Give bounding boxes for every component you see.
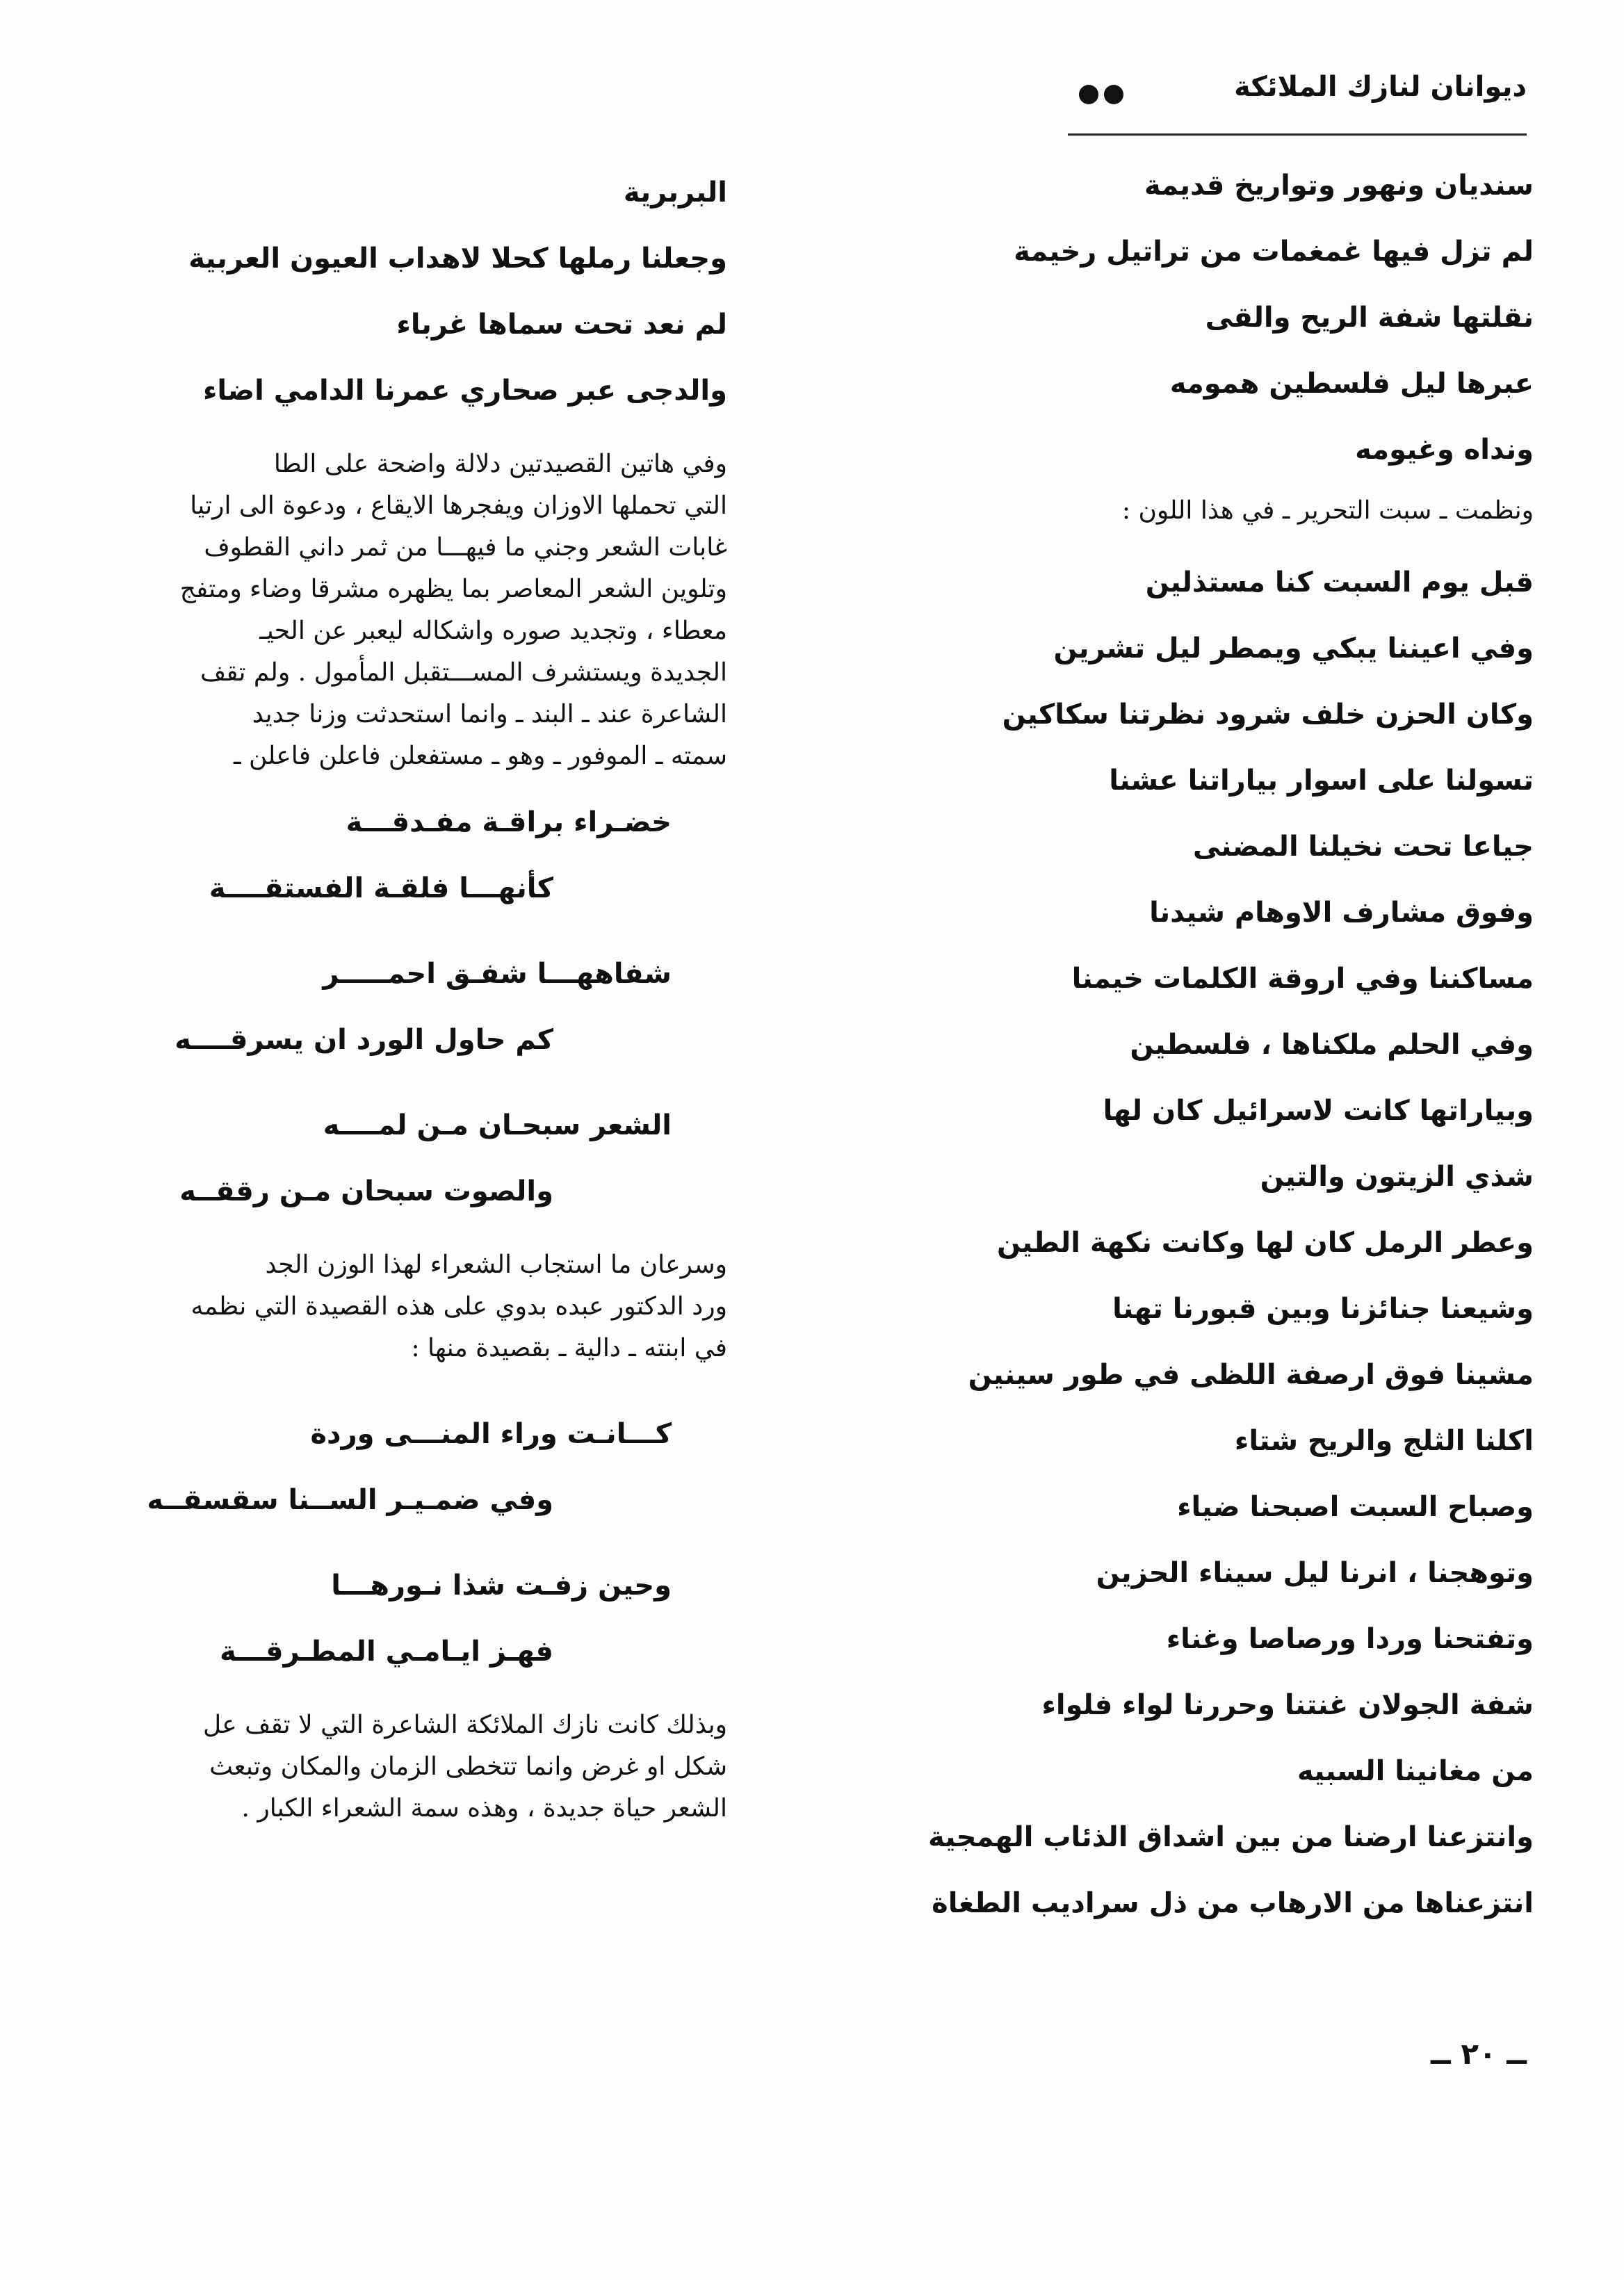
- book-title: ديوانان لنازك الملائكة: [1234, 71, 1527, 103]
- verse-line: ونداه وغيومه: [1355, 434, 1534, 466]
- verse-line: والصوت سبحان مـن رققــه: [179, 1175, 553, 1207]
- prose-line: شكل او غرض وانما تتخطى الزمان والمكان وتبعث: [209, 1752, 727, 1781]
- verse-line: مشينا فوق ارصفة اللظى في طور سينين: [968, 1359, 1534, 1391]
- running-header: [1068, 67, 1527, 136]
- right-column: [804, 153, 1534, 1937]
- verse-line: الشعر سبحـان مـن لمــــه: [323, 1109, 672, 1141]
- intro-text: ونظمت ـ سبت التحرير ـ في هذا اللون :: [1121, 496, 1534, 525]
- verse-line: وتوهجنا ، انرنا ليل سيناء الحزين: [1096, 1557, 1534, 1589]
- prose-line: وسرعان ما استجاب الشعراء لهذا الوزن الجد: [265, 1251, 727, 1279]
- prose-line: الجديدة ويستشرف المســـتقبل المأمول . ولم تقف: [200, 658, 727, 687]
- header-ornament-icon: [1068, 85, 1123, 113]
- verse-line: وشيعنا جنائزنا وبين قبورنا تهنا: [1112, 1293, 1534, 1325]
- verse-line: كم حاول الورد ان يسرقــــه: [174, 1024, 553, 1056]
- verse-line: وجعلنا رملها كحلا لاهداب العيون العربية: [188, 243, 727, 275]
- verse-line: وكان الحزن خلف شرود نظرتنا سكاكين: [1002, 699, 1534, 731]
- verse-line: شفاههـــا شفـق احمـــــر: [323, 958, 672, 990]
- prose-line: وفي هاتين القصيدتين دلالة واضحة على الطا: [273, 450, 727, 478]
- prose-line: معطاء ، وتجديد صوره واشكاله ليعبر عن الحيـ: [259, 617, 727, 645]
- prose-paragraph: [67, 443, 727, 777]
- prose-line: غابات الشعر وجني ما فيهـــا من ثمر داني القطوف: [204, 533, 727, 562]
- verse-line: نقلتها شفة الريح والقى: [1205, 302, 1534, 334]
- verse-line: شذي الزيتون والتين: [1260, 1161, 1534, 1193]
- left-column: [67, 160, 727, 1842]
- verse-line: كأنهـــا فلقـة الفستقــــة: [209, 872, 553, 904]
- verse-line: وفي ضمـيـر الســنا سقسقــه: [147, 1484, 553, 1516]
- prose-line: وتلوين الشعر المعاصر بما يظهره مشرقا وضاء ومتفج: [179, 575, 727, 603]
- prose-line: وبذلك كانت نازك الملائكة الشاعرة التي لا تقف عل: [202, 1711, 727, 1739]
- verse-line: فهـز ايـامـي المطـرقـــة: [220, 1636, 553, 1668]
- verse-line: وفوق مشارف الاوهام شيدنا: [1149, 897, 1534, 929]
- verse-line: وحين زفـت شذا نـورهـــا: [331, 1570, 672, 1602]
- verse-line: قبل يوم السبت كنا مستذلين: [1145, 567, 1534, 598]
- prose-line: التي تحملها الاوزان ويفجرها الايقاع ، ودعوة الى ارتيا: [190, 491, 727, 520]
- verse-line: البربرية: [623, 177, 727, 209]
- verse-line: سنديان ونهور وتواريخ قديمة: [1144, 170, 1534, 202]
- verse-line: لم نعد تحت سماها غرباء: [396, 309, 727, 341]
- prose-line: الشعر حياة جديدة ، وهذه سمة الشعراء الكبار .: [241, 1794, 727, 1823]
- verse-line: انتزعناها من الارهاب من ذل سراديب الطغاة: [932, 1887, 1534, 1919]
- verse-line: جياعا تحت نخيلنا المضنى: [1192, 831, 1534, 863]
- prose-line: الشاعرة عند ـ البند ـ وانما استحدثت وزنا جديد: [252, 700, 727, 728]
- prose-paragraph: [67, 1244, 727, 1369]
- verse-line: اكلنا الثلج والريح شتاء: [1234, 1425, 1534, 1457]
- prose-line: في ابنته ـ دالية ـ بقصيدة منها :: [411, 1334, 727, 1362]
- page-number: ــ ٢٠ ــ: [1431, 2037, 1527, 2071]
- verse-line: وصباح السبت اصبحنا ضياء: [1177, 1491, 1534, 1523]
- verse-line: مساكننا وفي اروقة الكلمات خيمنا: [1071, 963, 1534, 995]
- verse-line: لم تزل فيها غمغمات من تراتيل رخيمة: [1014, 236, 1534, 268]
- verse-line: خضـراء براقـة مفـدقـــة: [346, 806, 672, 838]
- verse-line: والدجى عبر صحاري عمرنا الدامي اضاء: [202, 375, 727, 407]
- verse-line: وفي اعيننا يبكي ويمطر ليل تشرين: [1053, 633, 1534, 665]
- verse-line: تسولنا على اسوار بياراتنا عشنا: [1109, 765, 1534, 797]
- verse-line: وبياراتها كانت لاسرائيل كان لها: [1103, 1095, 1534, 1127]
- verse-line: وفي الحلم ملكناها ، فلسطين: [1130, 1029, 1534, 1061]
- verse-line: وتفتحنا وردا ورصاصا وغناء: [1166, 1623, 1534, 1655]
- prose-line: ورد الدكتور عبده بدوي على هذه القصيدة التي نظمه: [190, 1292, 727, 1321]
- verse-line: شفة الجولان غنتنا وحررنا لواء فلواء: [1041, 1689, 1534, 1721]
- verse-line: عبرها ليل فلسطين همومه: [1169, 368, 1534, 400]
- prose-line: سمته ـ الموفور ـ وهو ـ مستفعلن فاعلن فاعلن ـ: [234, 742, 727, 770]
- verse-line: وعطر الرمل كان لها وكانت نكهة الطين: [996, 1227, 1534, 1259]
- prose-paragraph: [67, 1704, 727, 1830]
- verse-line: كـــانـت وراء المنـــى وردة: [310, 1418, 672, 1450]
- verse-line: من مغانينا السبيه: [1297, 1755, 1534, 1787]
- verse-line: وانتزعنا ارضنا من بين اشداق الذئاب الهمجية: [928, 1821, 1534, 1853]
